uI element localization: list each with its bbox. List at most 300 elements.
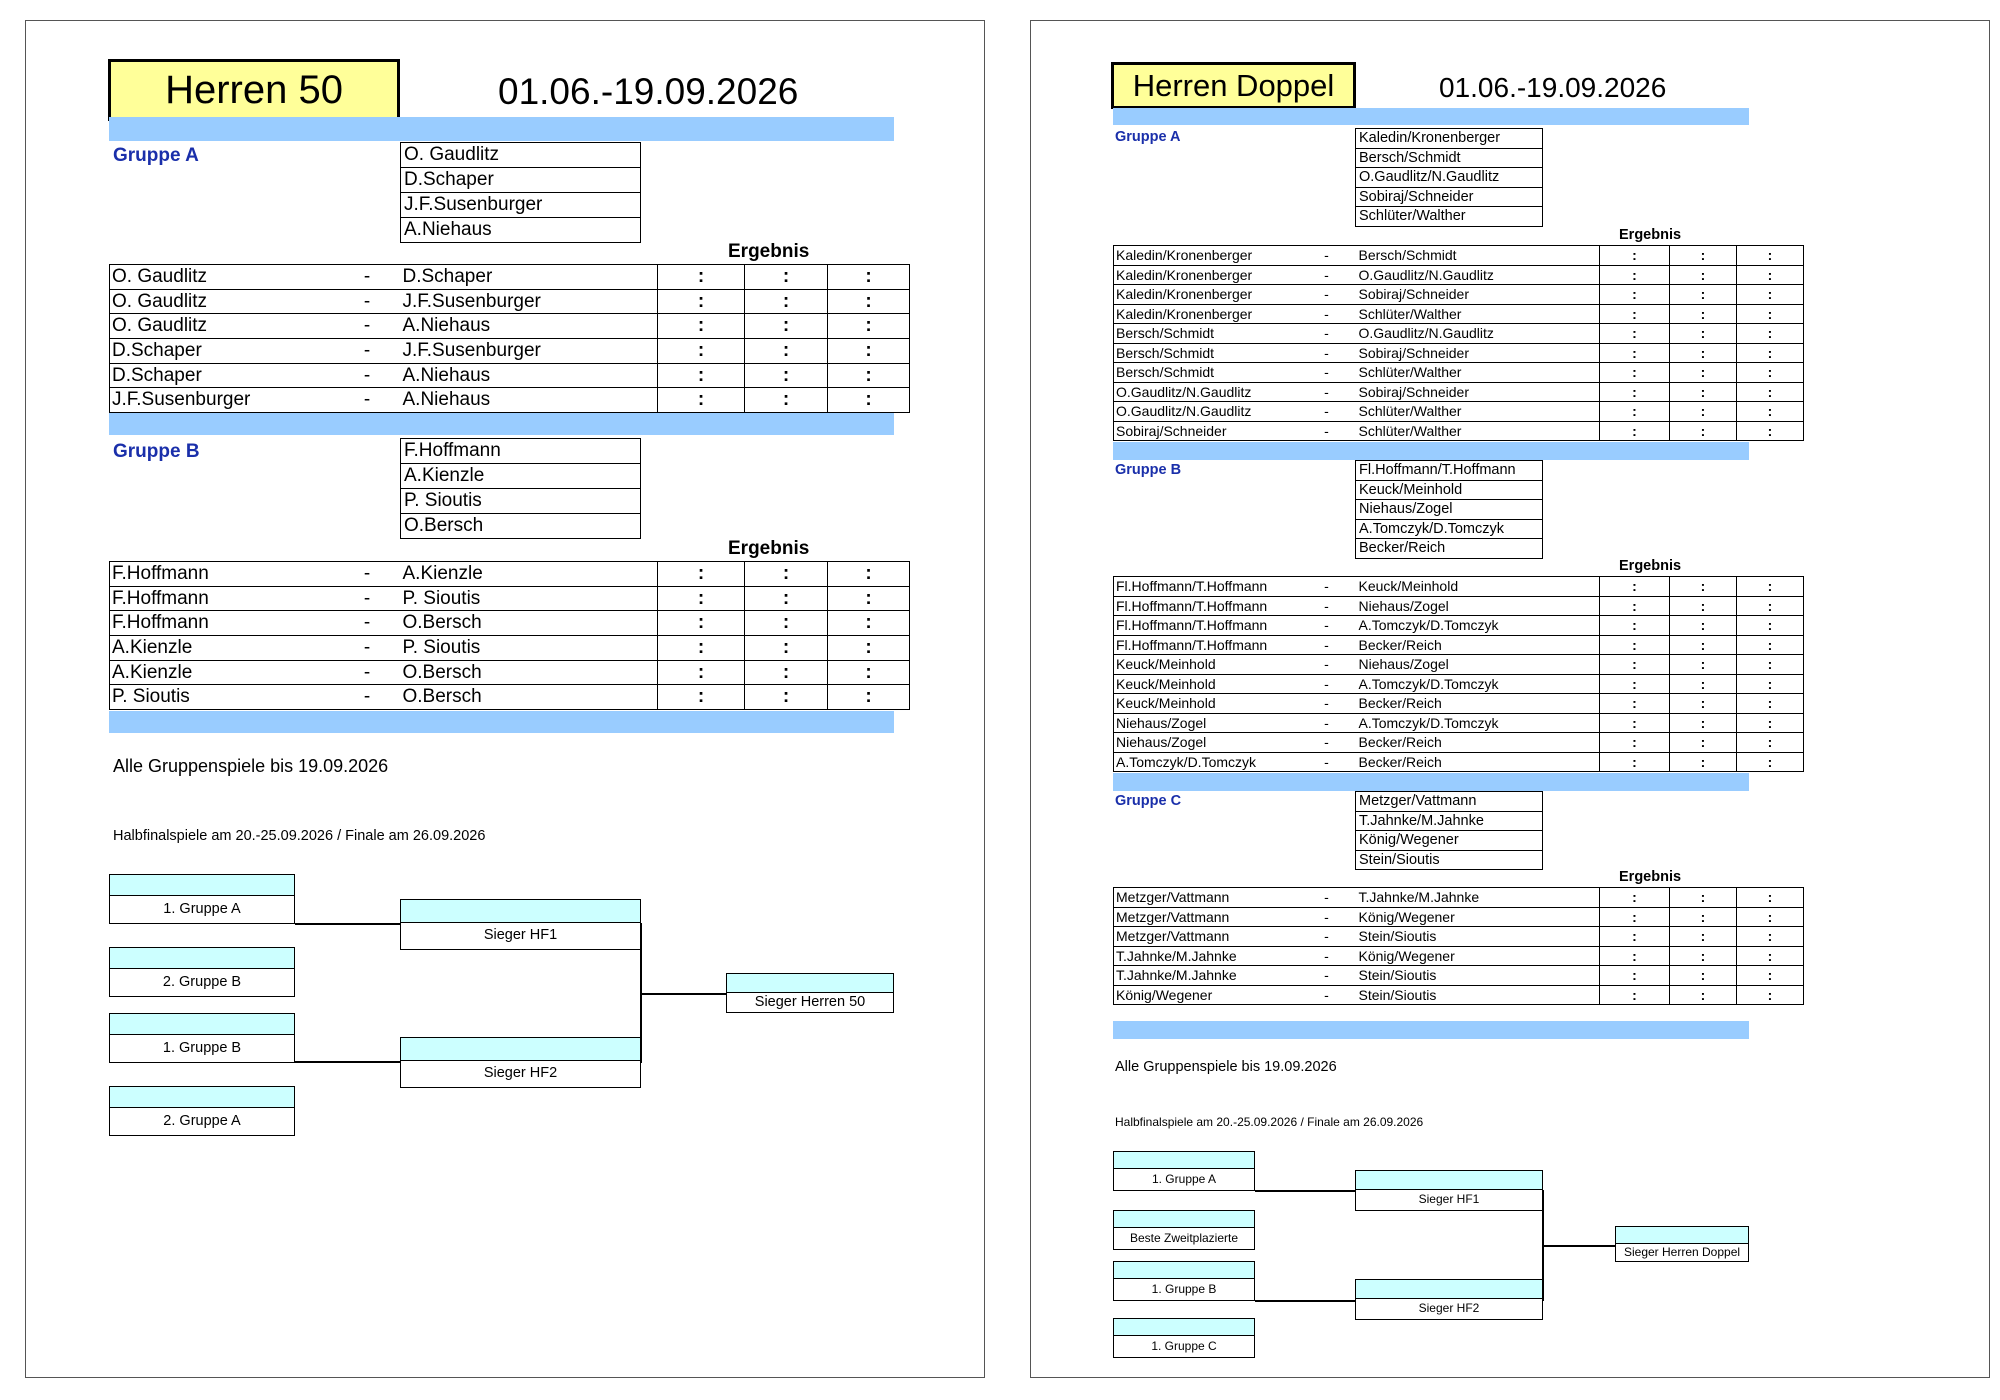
match-row [1114, 674, 1804, 694]
set-score-cell[interactable]: : [658, 586, 745, 611]
bracket-slot [1113, 1261, 1255, 1301]
match-row [1114, 733, 1804, 753]
match-separator: - [1297, 733, 1357, 753]
set-score-cell[interactable]: : [828, 314, 910, 339]
page-title-box [1111, 62, 1356, 109]
set-score-cell[interactable]: : [1670, 907, 1737, 927]
match-player-1: O. Gaudlitz [110, 289, 334, 314]
match-player-1: O.Gaudlitz/N.Gaudlitz [1114, 382, 1297, 402]
match-separator: - [1297, 343, 1357, 363]
match-player-1: Metzger/Vattmann [1114, 888, 1297, 908]
set-score-cell[interactable]: : [1670, 674, 1737, 694]
group-label: Gruppe A [113, 145, 199, 166]
result-header: Ergebnis [1619, 869, 1682, 885]
set-score-cell[interactable]: : [1670, 285, 1737, 305]
set-score-cell[interactable]: : [1737, 752, 1804, 772]
match-separator: - [1297, 402, 1357, 422]
match-separator: - [1297, 265, 1357, 285]
set-score-cell[interactable]: : [658, 265, 745, 290]
match-row [110, 660, 910, 685]
match-row [1114, 888, 1804, 908]
bracket-slot [726, 973, 894, 1013]
divider-band [1113, 1021, 1749, 1039]
bracket-label: Sieger HF2 [400, 1061, 641, 1088]
set-score-cell[interactable]: : [658, 388, 745, 413]
match-player-2: J.F.Susenburger [401, 339, 658, 364]
set-score-cell[interactable]: : [745, 562, 828, 587]
match-player-1: Kaledin/Kronenberger [1114, 285, 1297, 305]
match-player-2: J.F.Susenburger [401, 289, 658, 314]
group-games-note: Alle Gruppenspiele bis 19.09.2026 [113, 756, 389, 776]
set-score-cell[interactable]: : [828, 265, 910, 290]
set-score-cell[interactable]: : [1600, 616, 1670, 636]
match-player-2: Becker/Reich [1357, 635, 1600, 655]
date-range: 01.06.-19.09.2026 [1439, 72, 1667, 103]
player-name: Stein/Sioutis [1356, 851, 1542, 871]
set-score-cell[interactable]: : [1670, 616, 1737, 636]
set-score-cell[interactable]: : [1737, 907, 1804, 927]
set-score-cell[interactable]: : [1737, 596, 1804, 616]
set-score-cell[interactable]: : [1737, 635, 1804, 655]
divider-band [1113, 108, 1749, 125]
match-player-2: Sobiraj/Schneider [1357, 382, 1600, 402]
match-player-1: Bersch/Schmidt [1114, 363, 1297, 383]
set-score-cell[interactable]: : [745, 265, 828, 290]
set-score-cell[interactable]: : [1670, 421, 1737, 441]
bracket-label: 2. Gruppe B [109, 969, 295, 997]
set-score-cell[interactable]: : [745, 388, 828, 413]
match-separator: - [1297, 616, 1357, 636]
match-separator: - [1297, 635, 1357, 655]
set-score-cell[interactable]: : [1600, 985, 1670, 1005]
player-list [400, 142, 641, 243]
match-separator: - [334, 388, 401, 413]
player-name: A.Niehaus [401, 218, 640, 243]
player-name: Fl.Hoffmann/T.Hoffmann [1356, 461, 1542, 481]
bracket-label: Sieger Herren Doppel [1615, 1244, 1749, 1262]
bracket-connector [1255, 1300, 1356, 1302]
bracket-slot [1355, 1279, 1543, 1320]
match-row [110, 685, 910, 710]
set-score-cell[interactable]: : [1670, 246, 1737, 266]
player-name: Metzger/Vattmann [1356, 792, 1542, 812]
set-score-cell[interactable]: : [1737, 985, 1804, 1005]
set-score-cell[interactable]: : [828, 586, 910, 611]
set-score-cell[interactable]: : [1600, 596, 1670, 616]
set-score-cell[interactable]: : [658, 363, 745, 388]
set-score-cell[interactable]: : [1600, 363, 1670, 383]
finals-note: Halbfinalspiele am 20.-25.09.2026 / Finale am 26.09.2026 [113, 828, 486, 844]
set-score-cell[interactable]: : [1600, 421, 1670, 441]
match-separator: - [334, 660, 401, 685]
match-separator: - [1297, 304, 1357, 324]
player-name: Niehaus/Zogel [1356, 500, 1542, 520]
match-player-1: J.F.Susenburger [110, 388, 334, 413]
match-row [110, 265, 910, 290]
match-player-2: Niehaus/Zogel [1357, 655, 1600, 675]
match-separator: - [1297, 382, 1357, 402]
set-score-cell[interactable]: : [658, 660, 745, 685]
player-name: König/Wegener [1356, 831, 1542, 851]
result-header: Ergebnis [728, 241, 810, 262]
match-row [1114, 285, 1804, 305]
match-player-2: O.Bersch [401, 611, 658, 636]
player-name: Sobiraj/Schneider [1356, 188, 1542, 208]
set-score-cell[interactable]: : [1737, 246, 1804, 266]
set-score-cell[interactable]: : [1737, 966, 1804, 986]
match-separator: - [1297, 946, 1357, 966]
set-score-cell[interactable]: : [1670, 363, 1737, 383]
match-player-1: Kaledin/Kronenberger [1114, 246, 1297, 266]
match-player-2: Sobiraj/Schneider [1357, 343, 1600, 363]
match-player-2: Schlüter/Walther [1357, 402, 1600, 422]
match-separator: - [1297, 752, 1357, 772]
set-score-cell[interactable]: : [1600, 694, 1670, 714]
set-score-cell[interactable]: : [828, 685, 910, 710]
set-score-cell[interactable]: : [1670, 324, 1737, 344]
match-separator: - [1297, 927, 1357, 947]
match-row [1114, 966, 1804, 986]
set-score-cell[interactable]: : [1600, 888, 1670, 908]
bracket-connector [295, 923, 401, 925]
set-score-cell[interactable]: : [1600, 674, 1670, 694]
set-score-cell[interactable]: : [1600, 246, 1670, 266]
set-score-cell[interactable]: : [1737, 402, 1804, 422]
match-row [1114, 402, 1804, 422]
match-separator: - [334, 314, 401, 339]
match-table [109, 264, 910, 413]
set-score-cell[interactable]: : [1600, 713, 1670, 733]
set-score-cell[interactable]: : [1737, 363, 1804, 383]
set-score-cell[interactable]: : [1600, 966, 1670, 986]
match-player-2: König/Wegener [1357, 946, 1600, 966]
bracket-connector [295, 1061, 401, 1063]
divider-band [109, 711, 894, 733]
set-score-cell[interactable]: : [1670, 655, 1737, 675]
match-player-2: A.Niehaus [401, 314, 658, 339]
set-score-cell[interactable]: : [1600, 304, 1670, 324]
match-table [109, 561, 910, 710]
page-herren-doppel [1030, 20, 1990, 1378]
set-score-cell[interactable]: : [658, 636, 745, 661]
match-row [1114, 596, 1804, 616]
match-player-1: Fl.Hoffmann/T.Hoffmann [1114, 635, 1297, 655]
set-score-cell[interactable]: : [1670, 635, 1737, 655]
player-list [1355, 460, 1543, 559]
set-score-cell[interactable]: : [1737, 927, 1804, 947]
set-score-cell[interactable]: : [828, 388, 910, 413]
match-row [1114, 246, 1804, 266]
match-player-2: O.Gaudlitz/N.Gaudlitz [1357, 324, 1600, 344]
set-score-cell[interactable]: : [1600, 285, 1670, 305]
match-player-1: O.Gaudlitz/N.Gaudlitz [1114, 402, 1297, 422]
set-score-cell[interactable]: : [1737, 285, 1804, 305]
match-row [1114, 635, 1804, 655]
set-score-cell[interactable]: : [1737, 733, 1804, 753]
finals-note: Halbfinalspiele am 20.-25.09.2026 / Finale am 26.09.2026 [1115, 1115, 1424, 1129]
bracket-slot [109, 874, 295, 924]
set-score-cell[interactable]: : [1670, 946, 1737, 966]
player-name: T.Jahnke/M.Jahnke [1356, 812, 1542, 832]
match-player-1: Fl.Hoffmann/T.Hoffmann [1114, 616, 1297, 636]
match-player-1: P. Sioutis [110, 685, 334, 710]
match-player-1: Fl.Hoffmann/T.Hoffmann [1114, 577, 1297, 597]
set-score-cell[interactable]: : [658, 314, 745, 339]
set-score-cell[interactable]: : [1737, 577, 1804, 597]
match-row [1114, 713, 1804, 733]
match-separator: - [334, 611, 401, 636]
match-player-1: Keuck/Meinhold [1114, 694, 1297, 714]
match-row [110, 611, 910, 636]
match-player-2: Keuck/Meinhold [1357, 577, 1600, 597]
set-score-cell[interactable]: : [1600, 324, 1670, 344]
match-player-2: Becker/Reich [1357, 752, 1600, 772]
set-score-cell[interactable]: : [1600, 577, 1670, 597]
match-separator: - [1297, 907, 1357, 927]
player-name: J.F.Susenburger [401, 193, 640, 218]
match-player-1: Bersch/Schmidt [1114, 343, 1297, 363]
match-player-1: O. Gaudlitz [110, 314, 334, 339]
set-score-cell[interactable]: : [1737, 304, 1804, 324]
set-score-cell[interactable]: : [658, 562, 745, 587]
match-separator: - [1297, 655, 1357, 675]
set-score-cell[interactable]: : [1600, 927, 1670, 947]
set-score-cell[interactable]: : [1737, 324, 1804, 344]
set-score-cell[interactable]: : [1670, 966, 1737, 986]
bracket-slot [1615, 1226, 1749, 1262]
set-score-cell[interactable]: : [1670, 343, 1737, 363]
match-separator: - [1297, 246, 1357, 266]
match-player-2: T.Jahnke/M.Jahnke [1357, 888, 1600, 908]
set-score-cell[interactable]: : [1670, 927, 1737, 947]
set-score-cell[interactable]: : [1737, 888, 1804, 908]
match-player-1: D.Schaper [110, 363, 334, 388]
match-player-1: A.Kienzle [110, 660, 334, 685]
set-score-cell[interactable]: : [828, 363, 910, 388]
match-player-2: O.Bersch [401, 685, 658, 710]
match-player-1: F.Hoffmann [110, 586, 334, 611]
result-header: Ergebnis [1619, 558, 1682, 574]
set-score-cell[interactable]: : [1737, 713, 1804, 733]
player-name: O.Gaudlitz/N.Gaudlitz [1356, 168, 1542, 188]
bracket-label: Beste Zweitplazierte [1113, 1228, 1255, 1250]
set-score-cell[interactable]: : [1600, 907, 1670, 927]
set-score-cell[interactable]: : [658, 289, 745, 314]
match-player-2: Stein/Sioutis [1357, 985, 1600, 1005]
set-score-cell[interactable]: : [1737, 382, 1804, 402]
bracket-label: 2. Gruppe A [109, 1108, 295, 1136]
match-row [110, 636, 910, 661]
set-score-cell[interactable]: : [745, 586, 828, 611]
match-separator: - [334, 339, 401, 364]
bracket-connector [1542, 1245, 1615, 1247]
set-score-cell[interactable]: : [1670, 402, 1737, 422]
bracket-connector [640, 993, 726, 995]
bracket-slot [109, 1086, 295, 1136]
set-score-cell[interactable]: : [745, 339, 828, 364]
match-separator: - [334, 636, 401, 661]
set-score-cell[interactable]: : [1670, 304, 1737, 324]
player-list [1355, 128, 1543, 227]
group-games-note: Alle Gruppenspiele bis 19.09.2026 [1115, 1059, 1337, 1075]
match-player-2: A.Kienzle [401, 562, 658, 587]
player-name: O.Bersch [401, 514, 640, 539]
result-header: Ergebnis [728, 538, 810, 559]
match-row [1114, 324, 1804, 344]
set-score-cell[interactable]: : [745, 363, 828, 388]
set-score-cell[interactable]: : [745, 289, 828, 314]
set-score-cell[interactable]: : [1737, 674, 1804, 694]
match-row [1114, 343, 1804, 363]
match-table [1113, 887, 1804, 1005]
divider-band [109, 413, 894, 435]
set-score-cell[interactable]: : [828, 339, 910, 364]
set-score-cell[interactable]: : [1600, 343, 1670, 363]
bracket-slot [400, 1037, 641, 1088]
set-score-cell[interactable]: : [1600, 382, 1670, 402]
match-player-1: A.Kienzle [110, 636, 334, 661]
player-name: Kaledin/Kronenberger [1356, 129, 1542, 149]
match-row [1114, 577, 1804, 597]
set-score-cell[interactable]: : [1670, 596, 1737, 616]
set-score-cell[interactable]: : [1737, 421, 1804, 441]
match-player-1: Keuck/Meinhold [1114, 674, 1297, 694]
set-score-cell[interactable]: : [745, 611, 828, 636]
match-player-2: Schlüter/Walther [1357, 304, 1600, 324]
match-separator: - [1297, 324, 1357, 344]
page-herren-50 [25, 20, 985, 1378]
match-table [1113, 576, 1804, 772]
player-name: Bersch/Schmidt [1356, 149, 1542, 169]
player-list [1355, 791, 1543, 870]
match-separator: - [334, 562, 401, 587]
set-score-cell[interactable]: : [658, 611, 745, 636]
bracket-connector [1255, 1190, 1356, 1192]
set-score-cell[interactable]: : [1600, 733, 1670, 753]
bracket-label: 1. Gruppe B [109, 1035, 295, 1063]
match-separator: - [334, 685, 401, 710]
group-label: Gruppe C [1115, 793, 1182, 809]
set-score-cell[interactable]: : [658, 685, 745, 710]
set-score-cell[interactable]: : [1600, 265, 1670, 285]
player-name: D.Schaper [401, 168, 640, 193]
match-row [1114, 907, 1804, 927]
group-label: Gruppe B [113, 441, 200, 462]
bracket-slot [109, 1013, 295, 1063]
set-score-cell[interactable]: : [1670, 382, 1737, 402]
match-player-2: O.Gaudlitz/N.Gaudlitz [1357, 265, 1600, 285]
set-score-cell[interactable]: : [745, 660, 828, 685]
set-score-cell[interactable]: : [1670, 265, 1737, 285]
match-separator: - [1297, 674, 1357, 694]
match-table [1113, 245, 1804, 441]
match-player-2: P. Sioutis [401, 636, 658, 661]
divider-band [1113, 773, 1749, 791]
set-score-cell[interactable]: : [745, 314, 828, 339]
page-title: Herren 50 [165, 67, 343, 112]
match-player-2: Schlüter/Walther [1357, 421, 1600, 441]
match-separator: - [1297, 713, 1357, 733]
match-player-2: Schlüter/Walther [1357, 363, 1600, 383]
match-player-2: O.Bersch [401, 660, 658, 685]
match-separator: - [334, 586, 401, 611]
player-name: O. Gaudlitz [401, 143, 640, 168]
set-score-cell[interactable]: : [1737, 946, 1804, 966]
match-row [1114, 655, 1804, 675]
set-score-cell[interactable]: : [828, 636, 910, 661]
set-score-cell[interactable]: : [1600, 752, 1670, 772]
page-title: Herren Doppel [1132, 67, 1335, 103]
match-row [110, 339, 910, 364]
set-score-cell[interactable]: : [1670, 694, 1737, 714]
set-score-cell[interactable]: : [1737, 694, 1804, 714]
match-player-2: Bersch/Schmidt [1357, 246, 1600, 266]
match-player-1: Fl.Hoffmann/T.Hoffmann [1114, 596, 1297, 616]
match-player-1: O. Gaudlitz [110, 265, 334, 290]
match-separator: - [1297, 577, 1357, 597]
set-score-cell[interactable]: : [1600, 655, 1670, 675]
set-score-cell[interactable]: : [1600, 402, 1670, 422]
match-player-1: Niehaus/Zogel [1114, 713, 1297, 733]
match-row [110, 314, 910, 339]
match-player-1: Bersch/Schmidt [1114, 324, 1297, 344]
match-player-2: A.Niehaus [401, 363, 658, 388]
match-separator: - [1297, 596, 1357, 616]
set-score-cell[interactable]: : [1737, 655, 1804, 675]
bracket-slot [1355, 1170, 1543, 1211]
match-player-2: P. Sioutis [401, 586, 658, 611]
bracket-slot [400, 899, 641, 950]
set-score-cell[interactable]: : [1670, 888, 1737, 908]
match-player-2: König/Wegener [1357, 907, 1600, 927]
set-score-cell[interactable]: : [828, 289, 910, 314]
set-score-cell[interactable]: : [1670, 985, 1737, 1005]
match-row [1114, 946, 1804, 966]
set-score-cell[interactable]: : [745, 685, 828, 710]
match-player-1: Metzger/Vattmann [1114, 927, 1297, 947]
match-player-1: König/Wegener [1114, 985, 1297, 1005]
match-player-1: F.Hoffmann [110, 611, 334, 636]
set-score-cell[interactable]: : [745, 636, 828, 661]
set-score-cell[interactable]: : [828, 611, 910, 636]
set-score-cell[interactable]: : [1670, 752, 1737, 772]
set-score-cell[interactable]: : [1600, 946, 1670, 966]
set-score-cell[interactable]: : [828, 660, 910, 685]
player-name: A.Kienzle [401, 464, 640, 489]
match-player-2: A.Tomczyk/D.Tomczyk [1357, 713, 1600, 733]
set-score-cell[interactable]: : [1737, 343, 1804, 363]
set-score-cell[interactable]: : [658, 339, 745, 364]
match-separator: - [1297, 888, 1357, 908]
group-label: Gruppe B [1115, 462, 1182, 478]
set-score-cell[interactable]: : [1670, 577, 1737, 597]
set-score-cell[interactable]: : [828, 562, 910, 587]
player-name: Schlüter/Walther [1356, 207, 1542, 227]
set-score-cell[interactable]: : [1670, 713, 1737, 733]
match-player-2: A.Tomczyk/D.Tomczyk [1357, 616, 1600, 636]
set-score-cell[interactable]: : [1600, 635, 1670, 655]
match-row [1114, 304, 1804, 324]
divider-band [109, 117, 894, 141]
set-score-cell[interactable]: : [1670, 733, 1737, 753]
set-score-cell[interactable]: : [1737, 616, 1804, 636]
set-score-cell[interactable]: : [1737, 265, 1804, 285]
match-row [1114, 382, 1804, 402]
player-name: Keuck/Meinhold [1356, 481, 1542, 501]
match-player-1: T.Jahnke/M.Jahnke [1114, 946, 1297, 966]
match-separator: - [1297, 285, 1357, 305]
match-row [110, 586, 910, 611]
